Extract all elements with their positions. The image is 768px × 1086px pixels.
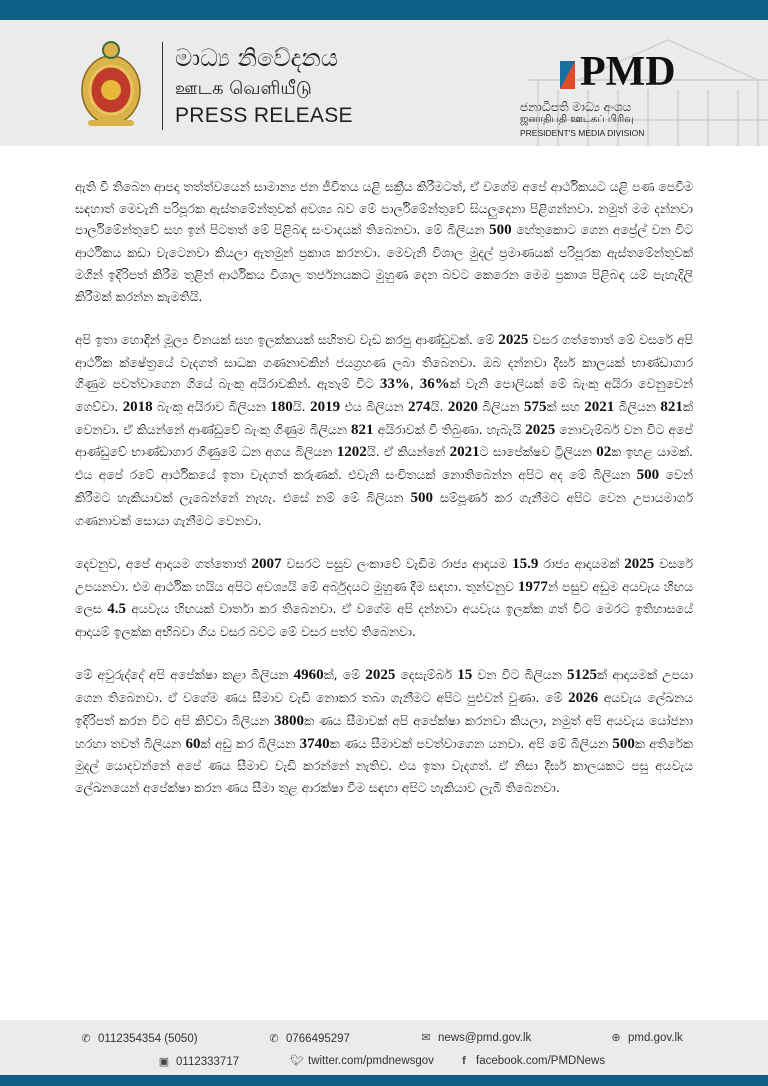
pmd-name-sinhala: ජනාධිපති මාධ්‍ය අංශය (520, 100, 632, 114)
press-release-body (75, 176, 693, 820)
header-divider (162, 42, 163, 130)
phone-2[interactable] (268, 1032, 350, 1045)
fax-number[interactable] (158, 1055, 239, 1068)
paragraph-4: මේ අවුරුද්දේ අපි අපේක්ෂා කළා බිලියන 4960ක්, මේ 2025 දෙසැම්බර් 15 වන විට බිලියන 5125ක් ආදායමක් උපයා ගෙන තිබෙනවා. ඒ වගේම ණය සීමාව වැඩි නොකර තබා ගැනීමට අපිට පුළුවන් වුණා. මේ 2026 අයවැය ලේඛනය ඉදිරිපත් කරන විට අපි කිව්වා බිලියන 3800ක ණය සීමාවක් අපි අපේක්ෂා කරනවා කියලා, නමුත් අපි අයවැය යෝජනා හරහා තවත් බිලියන 60ක් අඩු කර බිලියන 3740ක ණය සීමාවක් පවත්වාගෙන යනවා. අපි මේ බිලියන 500ක අතිරේක මුදල් යොදවන්නේ අපේ ණය සීමාව වැඩි කරන්නේ නැතිව. එය ඉතා වැදගත්. ඒ නිසා දීර්ඝ කාලයකට පසු අයවැය ලේඛනයෙන් අපේක්ෂා කරන ණය සීමා තුළ ආරක්ෂා වීම සඳහා අපිට හැකියාව ලැබී තිබෙනවා. (75, 667, 694, 795)
fax-icon: ▣ (158, 1056, 170, 1068)
bottom-bar (0, 1075, 768, 1086)
page-header (0, 20, 768, 146)
top-bar (0, 0, 768, 20)
pmd-logo-text: PMD (580, 49, 676, 95)
phone-icon: ✆ (269, 1033, 279, 1045)
email-icon: ✉ (421, 1032, 431, 1044)
phone-2-text: 0766495297 (286, 1033, 350, 1045)
twitter-text: twitter.com/pmdnewsgov (308, 1055, 434, 1067)
facebook-icon: f (462, 1055, 466, 1067)
pmd-name-tamil: ஜனாதிபதி ஊடகப் பிரிவு (520, 114, 634, 125)
twitter-icon: 🐦︎ (290, 1055, 304, 1067)
website-link[interactable] (610, 1031, 683, 1044)
pmd-logo (520, 40, 720, 140)
twitter-link[interactable] (290, 1054, 434, 1067)
globe-icon: ⊕ (611, 1032, 621, 1044)
title-sinhala: මාධ්‍ය නිවේදනය (175, 44, 338, 72)
title-tamil: ஊடக வெளியீடு (175, 78, 312, 99)
website-text: pmd.gov.lk (628, 1032, 683, 1044)
paragraph-1: ඇති වී තිබෙන ආපදා තත්ත්වයෙන් සාමාන්‍ය ජන ජීවිතය යළි සක්‍රීය කිරීමටත්, ඒ වගේම අපේ ආර්ථිකයට යළි පණ පෙවීම සඳහාත් මෙවැනි පරිපූරක ඇස්තමේන්තුවක් අවශ්‍ය බව මේ පාර්ලිමේන්තුවේ සියලුදෙනා පිළිගන්නවා. නමුත් මම දන්නවා පාර්ලිමේන්තුවේ සහ ඉන් පිටතත් මේ පිළිබඳ සංවාදයක් තිබෙනවා. මේ බිලියන 500 හේතුකොට ගෙන අප්‍රේල් වන විට ආර්ථිකය කඩා වැටෙනවා කියලා ඇතමුන් ප්‍රකාශ කරනවා. මෙවැනි විශාල මුදල් ප්‍රමාණයක් පරිපූරක ඇස්තමේන්තුවක් මගින් ඉදිරිපත් කිරීම තුළින් ආර්ථිකය විශාල තර්ජනයකට මුහුණ දෙන බවට කෙරෙන මෙම ප්‍රකාශ පිළිබඳ යම් පැහැදිලි කිරීමක් කරන්න කැමතියි. (75, 179, 693, 304)
facebook-text: facebook.com/PMDNews (476, 1055, 606, 1067)
phone-1-text: 0112354354 (5050) (98, 1033, 198, 1045)
sri-lanka-emblem-logo (80, 40, 142, 128)
fax-text: 0112333717 (176, 1056, 240, 1068)
phone-1[interactable] (80, 1032, 198, 1045)
pmd-logo-mark (560, 61, 575, 89)
title-english: PRESS RELEASE (175, 104, 353, 127)
pmd-name-english: PRESIDENT'S MEDIA DIVISION (520, 128, 645, 138)
email-link[interactable] (420, 1031, 531, 1044)
facebook-link[interactable] (458, 1055, 605, 1067)
phone-icon: ✆ (81, 1033, 91, 1045)
contact-footer (0, 1020, 768, 1075)
email-text: news@pmd.gov.lk (438, 1032, 532, 1044)
paragraph-2: අපි ඉතා හොඳින් මූල්‍ය විනයක් සහ ඉලක්කයක් සහිතව වැඩ කරපු ආණ්ඩුවක්. මේ 2025 වසර ගත්තොත් මේ වසරේ අපි ආර්ථික ක්ෂේත්‍රයේ වැදගත් සාධක ගණනාවකින් ජයග්‍රහණ ලබා තිබෙනවා. ඔබ දන්නවා දීර්ඝ කාලයක් භාණ්ඩාගාර ගිණුම පවත්වාගෙන ගියේ බැංකු අයිරාවකින්. ඇතැම් විට 33%, 36%ක් වැනි පොලියක් මේ බැංකු අයිරා වෙනුවෙන් ගෙව්වා. 2018 බැංකු අයිරාව බිලියන 180යි. 2019 එය බිලියන 274යි. 2020 බිලියන 575ක් සහ 2021 බිලියන 821ක් වෙනවා. ඒ කියන්නේ ආණ්ඩුවේ බැංකු ගිණුම බිලියන 821 අයිරාවක් වී තිබුණා. හැබැයි 2025 නොවැම්බර් වන විට අපේ ආණ්ඩුවේ භාණ්ඩාගාර ගිණුමේ ධන අගය බිලියන 1202යි. ඒ කියන්නේ 2021ට සාපේක්ෂව ට්‍රිලියන 02ක ඉහළ යාමක්. එය අපේ රටේ ආර්ථිකයේ ඉතා වැදගත් කරුණක්. එවැනි සංචිතයක් නොතිබෙන්න අපිට අද මේ බිලියන 500 වෙන් කිරීමට හැකියාවක් ලැබෙන්නේ නැහැ. එසේ නම් මේ බිලියන 500 සම්පූර්ණ කර ගැනීමට අපිට වෙන උපායමාර්ග ගණනාවක් සොයා ගැනීමට වෙනවා. (75, 331, 693, 528)
paragraph-3: දෙවනුව, අපේ ආදායම ගත්තොත් 2007 වසරට පසුව ලංකාවේ වැඩිම රාජ්‍ය ආදායම 15.9 රාජ්‍ය ආදායමක් 2025 වසරේ උපයනවා. එම ආර්ථික හයිය අපිට අවශ්‍යයි මේ අර්බුදයට මුහුණ දීම සඳහා. තුන්වනුව 1977න් පසුව අඩුම අයවැය හිඟය ලෙස 4.5 අයවැය හිඟයක් වාර්තා කර තිබෙනවා. ඒ වගේම අපි දන්නවා අයවැය ඉලක්ක ගත් විට මෙරට ඉතිහාසයේ ආදායම් ඉලක්ක අභිබවා ගිය වසර බවට මේ වසර පත්ව තිබෙනවා. (75, 555, 693, 640)
